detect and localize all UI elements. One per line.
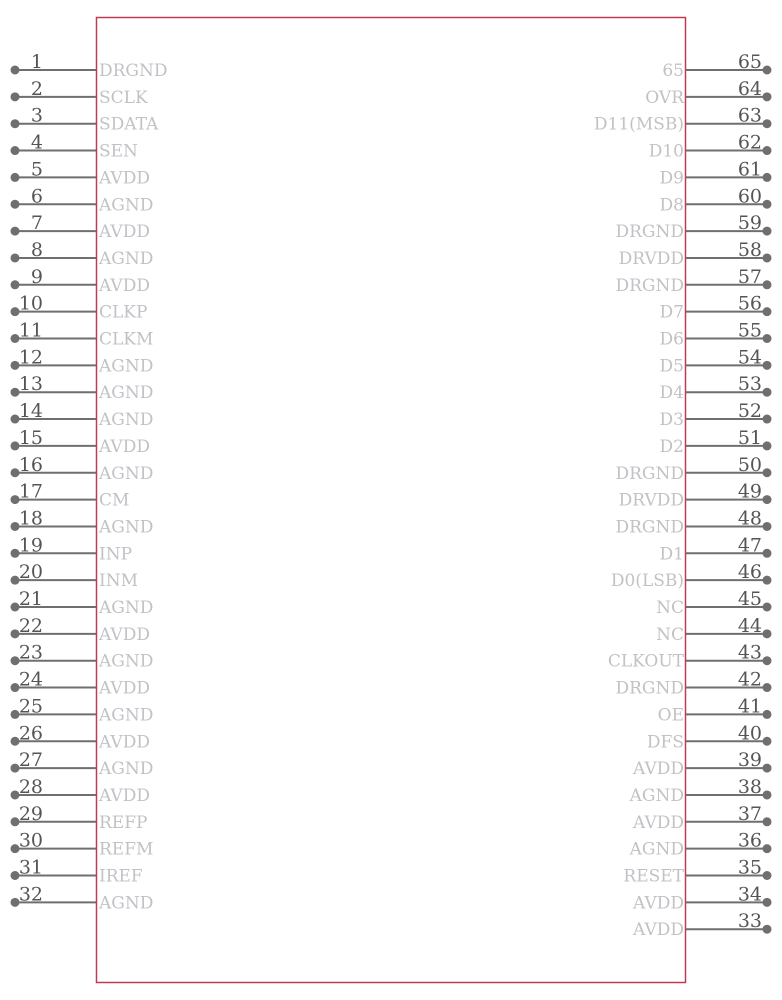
pin-number: 4 [30, 131, 43, 154]
pin-36 [629, 830, 772, 860]
pin-1 [11, 51, 168, 81]
pin-number: 19 [18, 534, 43, 557]
pin-terminal-dot [763, 119, 772, 128]
pin-name: D10 [648, 141, 684, 162]
pin-name: AVDD [633, 759, 684, 780]
pin-name: D1 [659, 544, 684, 565]
pin-number: 3 [30, 104, 43, 127]
pin-number: 38 [737, 775, 762, 798]
pin-name: AGND [99, 195, 154, 216]
pin-name: SEN [99, 141, 138, 162]
pin-number: 29 [18, 802, 43, 825]
pin-number: 40 [737, 722, 762, 745]
pin-49 [619, 481, 772, 511]
pin-terminal-dot [763, 898, 772, 907]
pin-name: AVDD [633, 893, 684, 914]
pin-terminal-dot [11, 66, 20, 75]
pin-60 [660, 185, 772, 215]
pin-number: 63 [737, 104, 762, 127]
pin-number: 50 [737, 453, 762, 476]
pin-number: 20 [18, 561, 43, 584]
pin-name: AVDD [99, 785, 150, 806]
pin-12 [11, 346, 154, 376]
pin-25 [11, 695, 154, 725]
pin-terminal-dot [763, 871, 772, 880]
pin-number: 30 [18, 829, 43, 852]
pin-name: AGND [629, 785, 684, 806]
pin-terminal-dot [11, 92, 20, 101]
pin-name: AVDD [633, 920, 684, 941]
pin-name: D3 [659, 410, 684, 431]
pin-terminal-dot [11, 119, 20, 128]
pin-number: 26 [18, 722, 43, 745]
pin-name: D5 [659, 356, 684, 377]
pin-name: DFS [646, 732, 684, 753]
pin-10 [11, 293, 148, 323]
pin-name: CLKP [99, 302, 148, 323]
pin-number: 35 [737, 856, 762, 879]
pin-terminal-dot [763, 415, 772, 424]
pin-terminal-dot [763, 334, 772, 343]
pin-11 [11, 320, 154, 350]
pin-terminal-dot [763, 844, 772, 853]
pin-name: OVR [645, 87, 684, 108]
pin-name: D9 [659, 168, 684, 189]
pin-30 [11, 830, 154, 860]
pin-46 [611, 561, 772, 591]
pin-32 [11, 883, 154, 913]
pin-9 [11, 266, 150, 296]
pin-39 [632, 749, 771, 779]
pin-61 [660, 158, 772, 188]
pin-number: 11 [18, 319, 43, 342]
pin-name: CM [99, 490, 130, 511]
pin-number: 6 [30, 185, 43, 208]
pin-terminal-dot [763, 764, 772, 773]
pin-name: AGND [99, 759, 154, 780]
pin-terminal-dot [763, 790, 772, 799]
pin-16 [11, 454, 154, 484]
pin-number: 48 [737, 507, 762, 530]
pin-number: 24 [18, 668, 43, 691]
left-pin-group [11, 51, 168, 913]
pin-terminal-dot [11, 146, 20, 155]
pin-name: SCLK [99, 87, 148, 108]
pin-51 [660, 427, 772, 457]
pin-name: INP [99, 544, 133, 565]
pin-18 [11, 507, 154, 537]
pin-terminal-dot [763, 683, 772, 692]
pin-number: 12 [18, 346, 43, 369]
pin-number: 14 [18, 400, 43, 423]
pin-name: AGND [99, 705, 154, 726]
pin-number: 18 [18, 507, 43, 530]
pin-48 [615, 507, 771, 537]
pin-number: 62 [737, 131, 762, 154]
pin-name: NC [656, 598, 684, 618]
pin-name: D11(MSB) [593, 114, 684, 135]
pin-57 [615, 266, 771, 296]
pin-terminal-dot [763, 603, 772, 612]
pin-58 [619, 239, 772, 269]
pin-terminal-dot [11, 253, 20, 262]
pin-45 [656, 588, 771, 618]
pin-name: INM [99, 571, 138, 592]
pin-name: DRGND [615, 275, 684, 296]
pin-number: 16 [18, 453, 43, 476]
pin-number: 8 [30, 238, 43, 261]
pin-14 [11, 400, 154, 430]
pin-number: 51 [737, 426, 762, 449]
pin-name: AVDD [99, 222, 150, 243]
pin-22 [11, 615, 150, 645]
pin-number: 17 [18, 480, 43, 503]
pin-name: DRGND [615, 517, 684, 538]
pin-number: 36 [737, 829, 762, 852]
pin-terminal-dot [763, 92, 772, 101]
pin-35 [623, 857, 771, 887]
pin-name: AGND [99, 598, 154, 618]
pin-terminal-dot [763, 737, 772, 746]
pin-terminal-dot [763, 629, 772, 638]
pin-name: AVDD [99, 275, 150, 296]
pin-number: 28 [18, 775, 43, 798]
pin-terminal-dot [763, 66, 772, 75]
pin-56 [660, 293, 772, 323]
pin-terminal-dot [763, 227, 772, 236]
pin-52 [660, 400, 772, 430]
pin-name: D7 [659, 302, 684, 323]
pin-28 [11, 776, 150, 806]
pin-number: 10 [18, 292, 43, 315]
pin-terminal-dot [11, 200, 20, 209]
pin-number: 65 [737, 51, 762, 73]
pin-number: 64 [737, 77, 762, 100]
pin-37 [632, 803, 771, 833]
pin-53 [660, 373, 772, 403]
pin-number: 33 [737, 910, 762, 933]
pin-name: D0(LSB) [610, 571, 684, 592]
pin-name: OE [657, 705, 684, 726]
pin-number: 25 [18, 695, 43, 718]
pin-name: RESET [623, 866, 684, 887]
pin-number: 57 [737, 265, 762, 288]
pin-number: 54 [737, 346, 762, 369]
pin-number: 56 [737, 292, 762, 315]
pin-43 [608, 642, 772, 672]
pin-name: REFP [99, 812, 148, 833]
pin-19 [11, 534, 133, 564]
pin-terminal-dot [763, 522, 772, 531]
pin-23 [11, 642, 154, 672]
pin-63 [594, 105, 772, 135]
pin-terminal-dot [763, 817, 772, 826]
pin-name: CLKOUT [607, 651, 684, 672]
pin-name: AGND [99, 517, 154, 538]
pin-terminal-dot [11, 280, 20, 289]
pin-name: D8 [659, 195, 684, 216]
pin-name: D4 [659, 383, 684, 404]
pin-name: AGND [99, 356, 154, 377]
pin-name: DRVDD [618, 248, 684, 269]
pin-number: 23 [18, 641, 43, 664]
pin-terminal-dot [763, 307, 772, 316]
pin-terminal-dot [763, 549, 772, 558]
pin-name: AGND [629, 839, 684, 860]
pin-number: 13 [18, 373, 43, 396]
pin-number: 39 [737, 749, 762, 772]
pin-terminal-dot [763, 173, 772, 182]
pin-65 [662, 51, 771, 81]
pin-31 [11, 857, 143, 887]
pin-44 [656, 615, 771, 645]
right-pin-group [594, 51, 772, 940]
pin-33 [632, 910, 771, 940]
pin-5 [11, 158, 150, 188]
pin-38 [629, 776, 772, 806]
pin-40 [647, 722, 772, 752]
pin-name: AVDD [99, 732, 150, 753]
pin-27 [11, 749, 154, 779]
pin-name: AVDD [633, 812, 684, 833]
pin-name: AVDD [99, 624, 150, 645]
component-body-outline [97, 18, 686, 983]
pin-terminal-dot [763, 656, 772, 665]
pin-26 [11, 722, 150, 752]
pin-55 [660, 320, 772, 350]
pin-24 [11, 669, 150, 699]
pin-name: AGND [99, 248, 154, 269]
pin-name: AGND [99, 651, 154, 672]
pin-name: REFM [99, 839, 154, 860]
pin-8 [11, 239, 154, 269]
pin-name: AVDD [99, 436, 150, 457]
pin-number: 45 [737, 588, 762, 610]
pin-number: 53 [737, 373, 762, 396]
pin-name: DRGND [615, 463, 684, 484]
pin-number: 49 [737, 480, 762, 503]
pin-number: 58 [737, 238, 762, 261]
pin-number: 34 [737, 883, 762, 906]
pin-47 [660, 534, 772, 564]
pin-number: 47 [737, 534, 762, 557]
pin-terminal-dot [763, 925, 772, 934]
pin-number: 60 [737, 185, 762, 208]
pin-7 [11, 212, 150, 242]
pin-34 [632, 883, 771, 913]
pin-number: 7 [30, 212, 43, 235]
pin-number: 21 [18, 588, 43, 610]
pin-name: D6 [659, 329, 684, 350]
pin-terminal-dot [763, 576, 772, 585]
pin-number: 42 [737, 668, 762, 691]
pin-15 [11, 427, 150, 457]
pin-terminal-dot [763, 441, 772, 450]
pin-number: 59 [737, 212, 762, 235]
pin-number: 5 [30, 158, 43, 181]
pin-name: DRVDD [618, 490, 684, 511]
pin-name: D2 [659, 436, 684, 457]
pin-terminal-dot [763, 146, 772, 155]
pin-name: AGND [99, 383, 154, 404]
pin-50 [615, 454, 771, 484]
pin-20 [11, 561, 139, 591]
pin-name: DRGND [99, 61, 168, 81]
pin-number: 22 [18, 614, 43, 637]
pin-terminal-dot [763, 468, 772, 477]
pin-number: 61 [737, 158, 762, 181]
pin-number: 32 [18, 883, 43, 906]
pin-3 [11, 105, 160, 135]
pin-name: DRGND [615, 678, 684, 699]
pin-number: 46 [737, 561, 762, 584]
pin-6 [11, 185, 154, 215]
pin-terminal-dot [763, 495, 772, 504]
pin-name: AVDD [99, 168, 150, 189]
pin-number: 31 [18, 856, 43, 879]
pin-number: 37 [737, 802, 762, 825]
pin-number: 52 [737, 400, 762, 423]
pin-number: 9 [30, 265, 43, 288]
pin-terminal-dot [763, 253, 772, 262]
pin-name: AGND [99, 463, 154, 484]
pin-number: 43 [737, 641, 762, 664]
pin-number: 1 [30, 51, 43, 73]
pin-terminal-dot [763, 710, 772, 719]
pin-number: 41 [737, 695, 762, 718]
pin-terminal-dot [763, 200, 772, 209]
pin-number: 55 [737, 319, 762, 342]
pin-29 [11, 803, 148, 833]
pin-62 [649, 132, 772, 162]
pin-terminal-dot [11, 173, 20, 182]
pin-64 [645, 78, 771, 108]
pin-number: 2 [30, 77, 43, 100]
pin-54 [660, 346, 772, 376]
pin-number: 15 [18, 426, 43, 449]
pin-name: AVDD [99, 678, 150, 699]
pin-name: AGND [99, 893, 154, 914]
pin-terminal-dot [763, 388, 772, 397]
pin-terminal-dot [11, 227, 20, 236]
pin-name: SDATA [99, 114, 159, 135]
pin-name: IREF [99, 866, 143, 887]
pin-terminal-dot [763, 280, 772, 289]
pin-name: AGND [99, 410, 154, 431]
pin-13 [11, 373, 154, 403]
pin-number: 44 [737, 614, 762, 637]
pin-terminal-dot [763, 361, 772, 370]
pin-name: NC [656, 624, 684, 645]
pin-4 [11, 132, 139, 162]
pin-17 [11, 481, 130, 511]
pin-name: CLKM [99, 329, 154, 350]
pin-name: DRGND [615, 222, 684, 243]
pin-name: 65 [662, 61, 684, 81]
pin-42 [615, 669, 771, 699]
pin-21 [11, 588, 154, 618]
pin-41 [658, 695, 772, 725]
pin-2 [11, 78, 148, 108]
pin-number: 27 [18, 749, 43, 772]
pin-59 [615, 212, 771, 242]
